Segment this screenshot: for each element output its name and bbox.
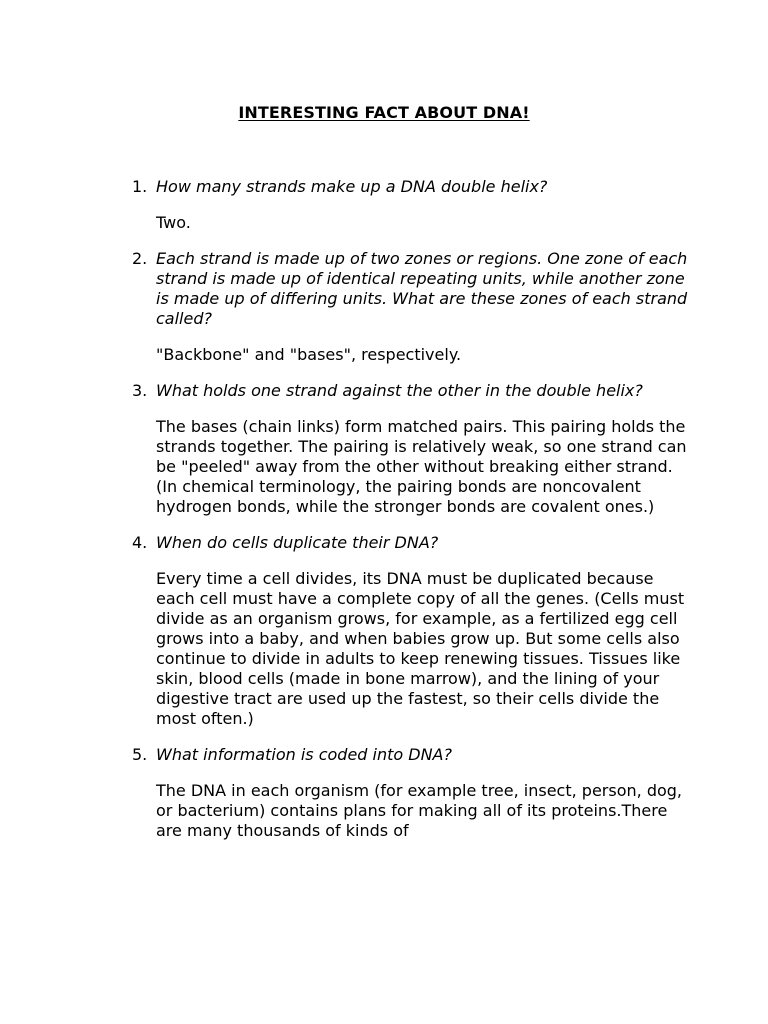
list-item bbox=[132, 533, 692, 729]
answer-text: "Backbone" and "bases", respectively. bbox=[156, 345, 462, 364]
question-text: How many strands make up a DNA double helix? bbox=[156, 177, 548, 196]
answer-text: Every time a cell divides, its DNA must be duplicated because each cell must have a complete copy of all the genes. (Cells must divide as an organism grows, for example, as a fertilized egg cell grows into a baby, and when babies grow up. But some cells also continue to divide in adults to keep renewing tissues. Tissues like skin, blood cells (made in bone marrow), and the lining of your digestive tract are used up the fastest, so their cells divide the most often.) bbox=[156, 569, 685, 728]
question-text: When do cells duplicate their DNA? bbox=[156, 533, 439, 552]
list-item bbox=[132, 177, 692, 233]
qa-list bbox=[132, 177, 692, 841]
item-number: 4. bbox=[132, 533, 148, 552]
list-item bbox=[132, 249, 692, 365]
answer-text: Two. bbox=[156, 213, 191, 232]
document-title: INTERESTING FACT ABOUT DNA! bbox=[238, 103, 530, 122]
question-text: What information is coded into DNA? bbox=[156, 745, 452, 764]
list-item bbox=[132, 745, 692, 841]
question-text: What holds one strand against the other in the double helix? bbox=[156, 381, 643, 400]
question-text: Each strand is made up of two zones or regions. One zone of each strand is made up of identical repeating units, while another zone is made up of differing units. What are these zones of each strand called? bbox=[156, 249, 688, 328]
answer-text: The DNA in each organism (for example tree, insect, person, dog, or bacterium) contains plans for making all of its proteins.There are many thousands of kinds of bbox=[156, 781, 682, 840]
item-number: 2. bbox=[132, 249, 148, 268]
item-number: 3. bbox=[132, 381, 148, 400]
answer-text: The bases (chain links) form matched pairs. This pairing holds the strands together. The pairing is relatively weak, so one strand can be "peeled" away from the other without breaking either strand. (In chemical terminology, the pairing bonds are noncovalent hydrogen bonds, while the stronger bonds are covalent ones.) bbox=[156, 417, 687, 516]
list-item bbox=[132, 381, 692, 517]
item-number: 5. bbox=[132, 745, 148, 764]
item-number: 1. bbox=[132, 177, 148, 196]
